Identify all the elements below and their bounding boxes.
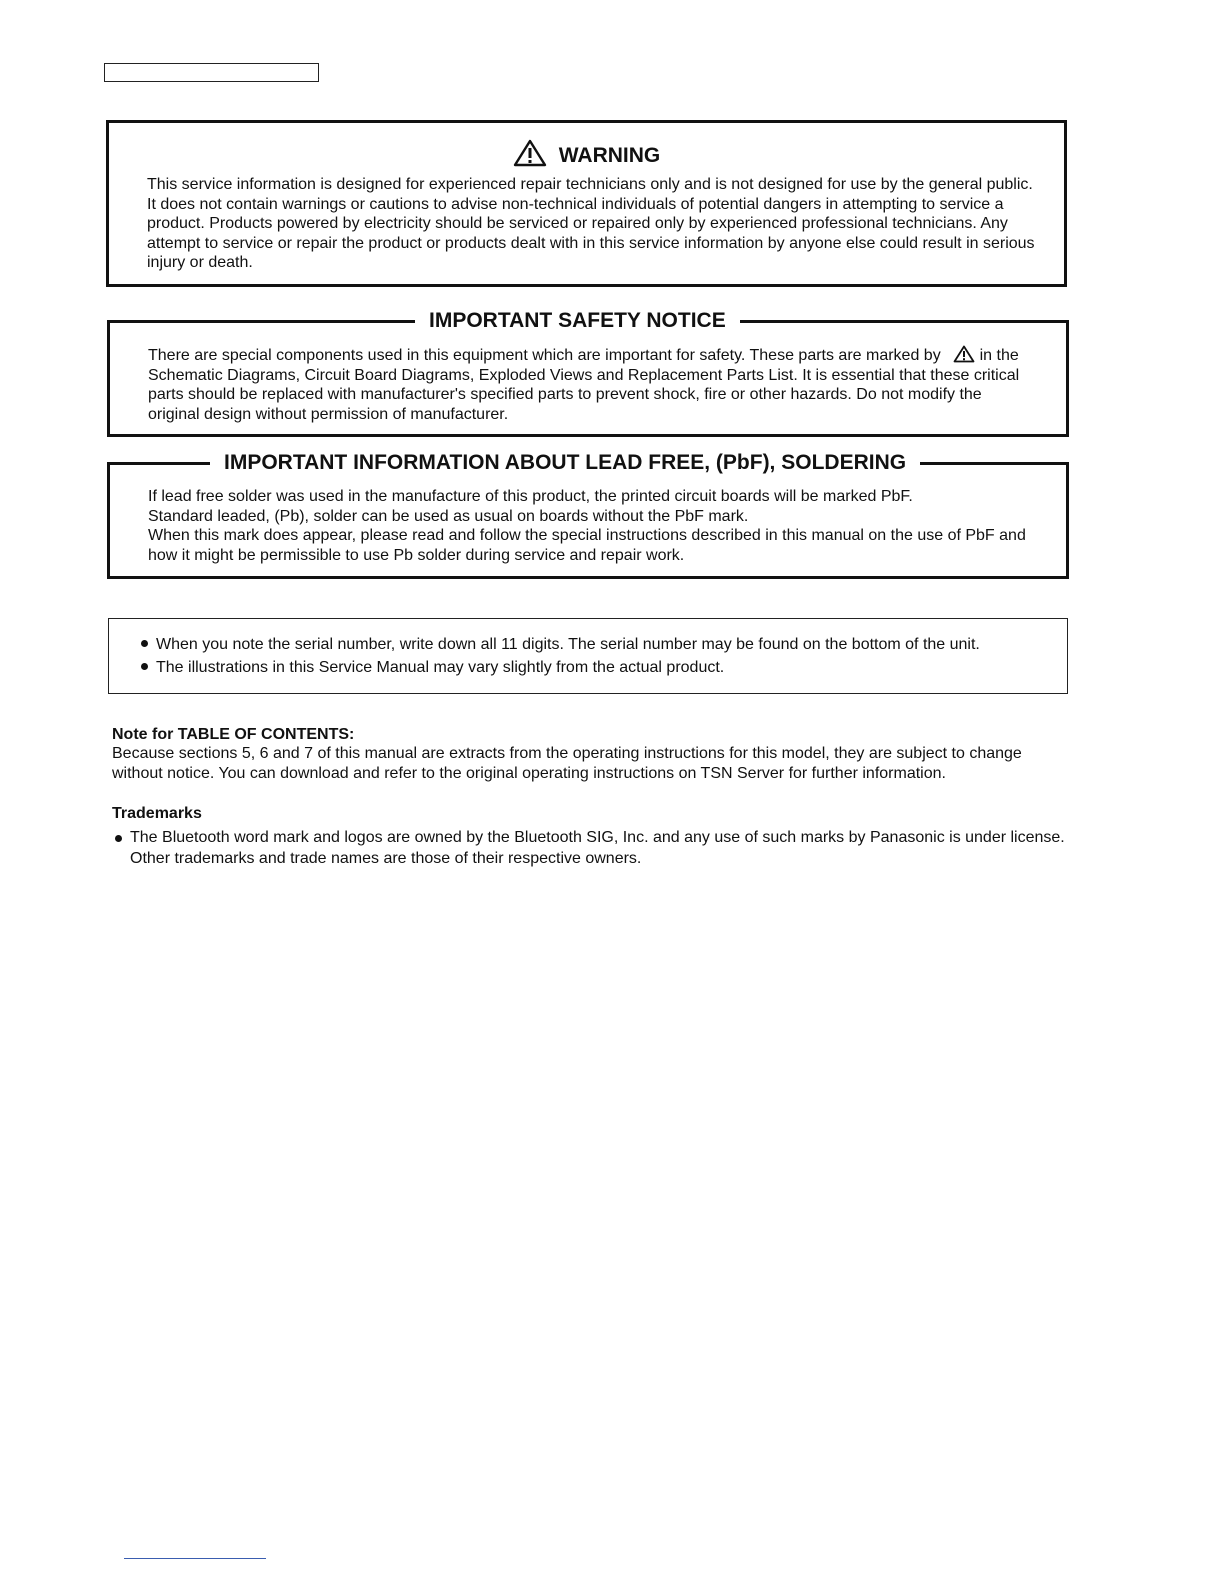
bullet-icon <box>141 663 148 670</box>
trademarks-title: Trademarks <box>112 805 202 822</box>
safety-mark-icon <box>953 345 975 363</box>
warning-title: WARNING <box>558 144 661 167</box>
warning-body: This service information is designed for experienced repair technicians only and is not designed for use by the general public. It does not contain warnings or cautions to advise non-technical individuals of potential dangers in attempting to service a product. Products powered by electricity should be serviced or repaired only by experienced professional technicians. Any attempt to service or repair the product or products dealt with in this service information by anyone else could result in serious injury or death. <box>147 176 1035 272</box>
safety-notice-text-after: in the Schematic Diagrams, Circuit Board Diagrams, Exploded Views and Replacement Parts List. It is essential that these critical parts should be replaced with manufacturer's specified parts to prevent shock, fire or other hazards. Do not modify the original design without permission of manufacturer. <box>148 347 1020 423</box>
list-item <box>141 635 980 655</box>
toc-note-body: Because sections 5, 6 and 7 of this manual are extracts from the operating instructions for this model, they are subject to change without notice. You can download and refer to the original operating instructions on TSN Server for further information. <box>112 745 1022 782</box>
header-label-box <box>104 63 319 82</box>
warning-heading <box>109 139 1064 169</box>
bullet-icon <box>141 640 148 647</box>
safety-notice-box <box>107 309 1069 437</box>
warning-triangle-icon <box>513 139 547 167</box>
lead-free-box <box>107 451 1069 579</box>
lead-free-line-1: If lead free solder was used in the manufacture of this product, the printed circuit boards will be marked PbF. <box>148 488 913 505</box>
safety-notice-body <box>148 345 1028 424</box>
note-item-text: The illustrations in this Service Manual may vary slightly from the actual product. <box>156 659 725 676</box>
safety-notice-text-before: There are special components used in this equipment which are important for safety. These parts are marked by <box>148 347 941 364</box>
note-item-text: When you note the serial number, write down all 11 digits. The serial number may be found on the bottom of the unit. <box>156 636 980 653</box>
notes-box <box>108 618 1068 694</box>
footer-link-underline <box>124 1558 266 1559</box>
bullet-icon <box>115 835 122 842</box>
toc-note-title: Note for TABLE OF CONTENTS: <box>112 726 355 743</box>
warning-box <box>106 120 1067 287</box>
lead-free-line-2: Standard leaded, (Pb), solder can be used as usual on boards without the PbF mark. <box>148 507 749 525</box>
lead-free-title: IMPORTANT INFORMATION ABOUT LEAD FREE, (PbF), SOLDERING <box>210 450 920 476</box>
list-item <box>141 658 724 678</box>
lead-free-line-3: When this mark does appear, please read and follow the special instructions described in this manual on the use of PbF and how it might be permissible to use Pb solder during service and repair work. <box>148 527 1026 564</box>
trademarks-body: The Bluetooth word mark and logos are owned by the Bluetooth SIG, Inc. and any use of such marks by Panasonic is under license. Other trademarks and trade names are those of their respective owners. <box>130 829 1065 867</box>
safety-notice-title: IMPORTANT SAFETY NOTICE <box>415 308 740 334</box>
